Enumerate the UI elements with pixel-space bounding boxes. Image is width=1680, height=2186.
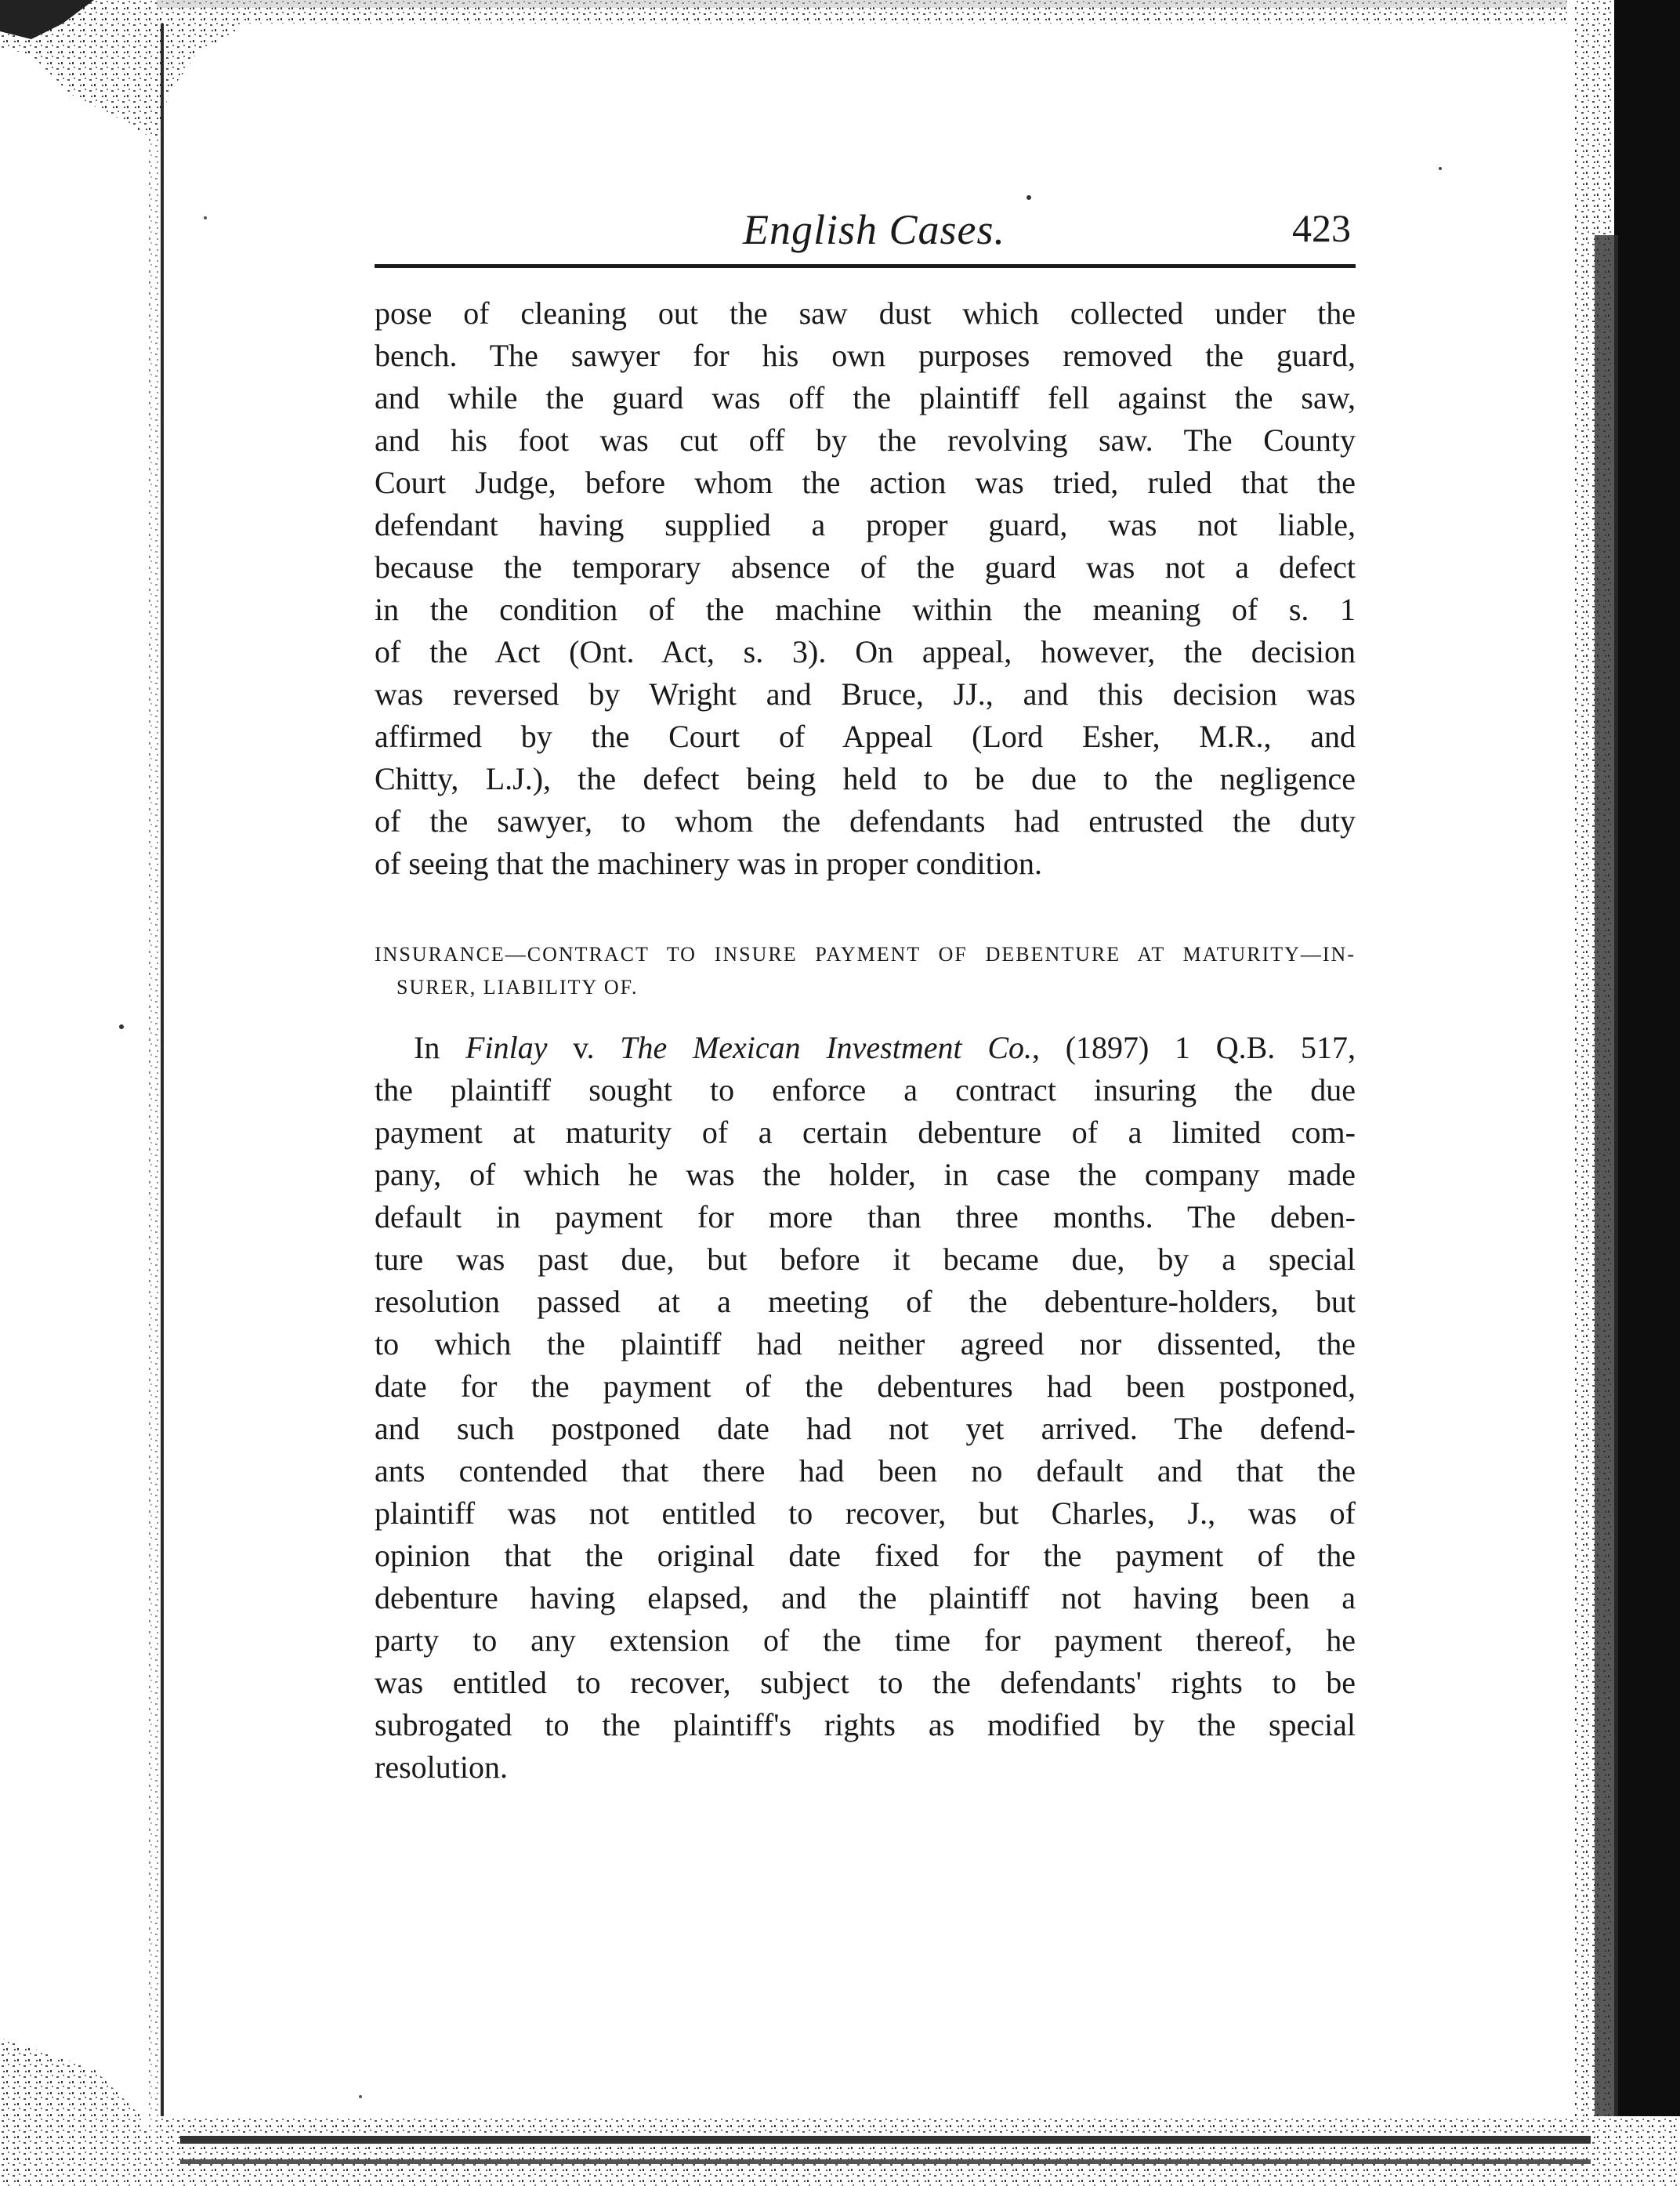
case-name-plaintiff: Finlay (465, 1030, 548, 1065)
section-heading (375, 938, 1356, 1004)
text-line: pose of cleaning out the saw dust which collected under the (375, 295, 1356, 331)
citation-reference: , (1897) 1 Q.B. 517, (1032, 1030, 1356, 1065)
text-line: date for the payment of the debentures had been postponed, (375, 1369, 1356, 1404)
text-line: party to any extension of the time for payment thereof, he (375, 1622, 1356, 1658)
text-line: and such postponed date had not yet arrived. The defend- (375, 1411, 1356, 1446)
heading-line: SURER, LIABILITY OF. (396, 976, 639, 999)
text-line: of the Act (Ont. Act, s. 3). On appeal, however, the decision (375, 634, 1356, 669)
text-line: ants contended that there had been no default and that the (375, 1453, 1356, 1488)
text-line: was entitled to recover, subject to the defendants' rights to be (375, 1665, 1356, 1700)
text-line: bench. The sawyer for his own purposes removed the guard, (375, 338, 1356, 373)
text-line: was reversed by Wright and Bruce, JJ., and this decision was (375, 676, 1356, 712)
text-line: affirmed by the Court of Appeal (Lord Esher, M.R., and (375, 719, 1356, 754)
page-number: 423 (1292, 206, 1351, 250)
text-line: defendant having supplied a proper guard, was not liable, (375, 507, 1356, 542)
text-line: payment at maturity of a certain debenture of a limited com- (375, 1115, 1356, 1150)
text-line: because the temporary absence of the guard was not a defect (375, 549, 1356, 585)
text-line: and while the guard was off the plaintiff fell against the saw, (375, 380, 1356, 415)
text-line: to which the plaintiff had neither agreed nor dissented, the (375, 1326, 1356, 1361)
text-line: default in payment for more than three months. The deben- (375, 1199, 1356, 1234)
text-line: Chitty, L.J.), the defect being held to be due to the negligence (375, 761, 1356, 796)
header-rule (375, 264, 1356, 268)
text-line: Court Judge, before whom the action was tried, ruled that the (375, 465, 1356, 500)
text-line: in the condition of the machine within the meaning of s. 1 (375, 592, 1356, 627)
paragraph-continuation (375, 292, 1356, 885)
text-line: debenture having elapsed, and the plaintiff not having been a (375, 1580, 1356, 1615)
text-line: opinion that the original date fixed for the payment of the (375, 1538, 1356, 1573)
citation-line (375, 1027, 1356, 1069)
citation-versus: v. (547, 1030, 621, 1065)
citation-lead: In (414, 1030, 466, 1065)
text-line: of seeing that the machinery was in proper condition. (375, 846, 1042, 881)
paragraph-finlay (375, 1027, 1356, 1789)
text-line: resolution. (375, 1749, 508, 1785)
text-line: and his foot was cut off by the revolving saw. The County (375, 422, 1356, 458)
text-line: of the sawyer, to whom the defendants had entrusted the duty (375, 803, 1356, 839)
heading-line: INSURANCE—CONTRACT TO INSURE PAYMENT OF DEBENTURE AT MATURITY—IN- (375, 943, 1356, 966)
text-line: the plaintiff sought to enforce a contract insuring the due (375, 1072, 1356, 1108)
text-line: subrogated to the plaintiff's rights as modified by the special (375, 1707, 1356, 1742)
running-title: English Cases. (743, 206, 1006, 253)
text-line: pany, of which he was the holder, in case the company made (375, 1157, 1356, 1192)
case-name-defendant: The Mexican Investment Co. (620, 1030, 1032, 1065)
text-line: resolution passed at a meeting of the debenture-holders, but (375, 1284, 1356, 1319)
text-line: ture was past due, but before it became due, by a special (375, 1242, 1356, 1277)
text-line: plaintiff was not entitled to recover, but Charles, J., was of (375, 1495, 1356, 1531)
running-header (375, 205, 1362, 268)
